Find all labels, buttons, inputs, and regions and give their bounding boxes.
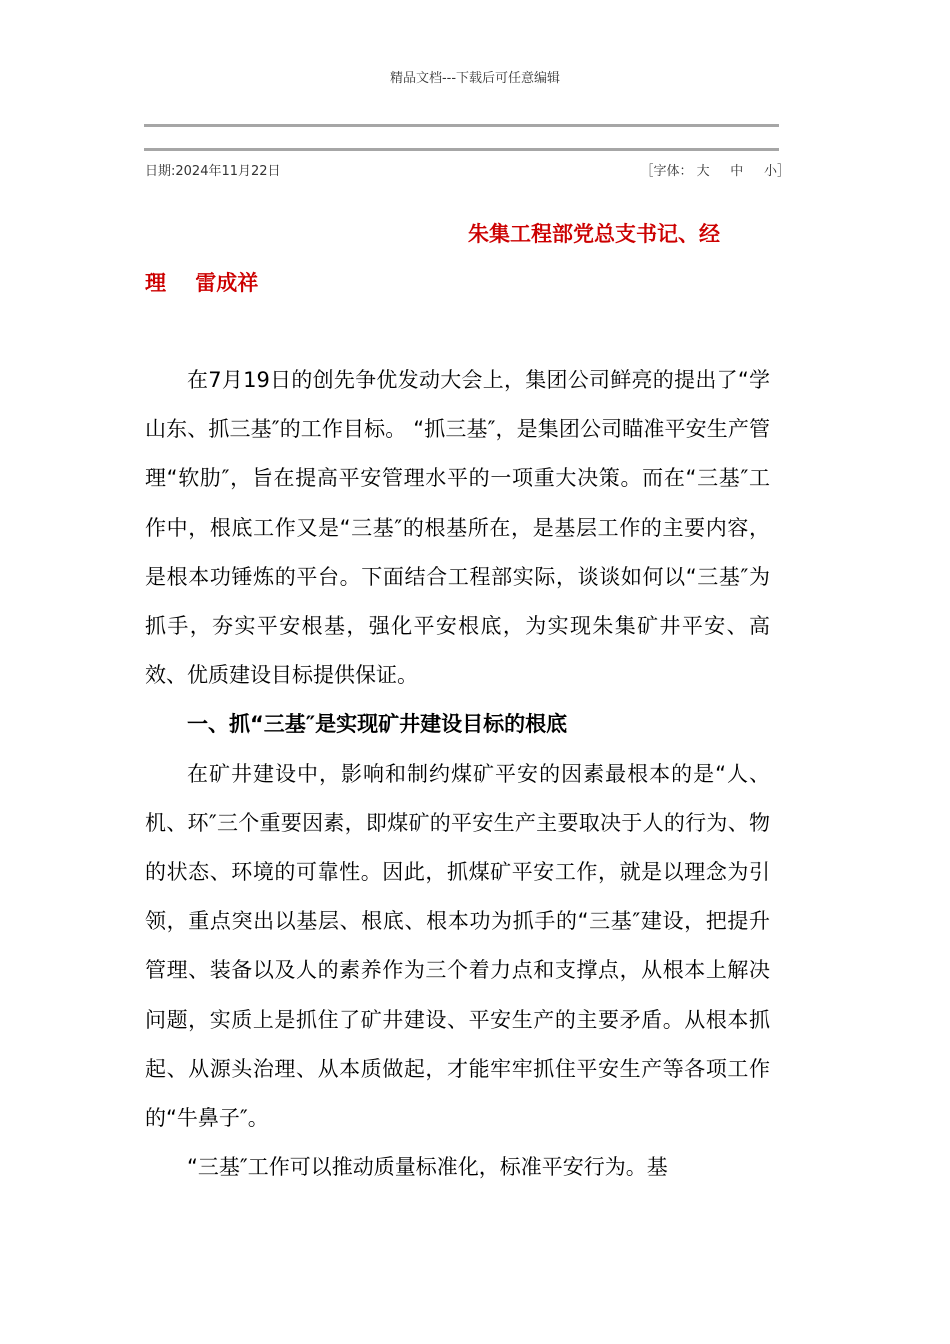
article-title-line-1: 朱集工程部党总支书记、经 xyxy=(468,222,720,246)
font-size-medium-link[interactable]: 中 xyxy=(730,164,744,179)
header-divider-bottom xyxy=(144,148,779,151)
article-title-line-2: 理 雷成祥 xyxy=(145,271,259,295)
meta-row xyxy=(145,160,790,179)
section-heading-1: 一、抓“三基″是实现矿井建设目标的根底 xyxy=(187,712,568,737)
paragraph-continued: “三基″工作可以推动质量标准化，标准平安行为。基 xyxy=(187,1155,668,1180)
font-size-control xyxy=(640,160,790,179)
font-size-open-bracket: ［字体： xyxy=(640,164,693,179)
font-size-small-link[interactable]: 小 xyxy=(763,164,777,179)
publish-date: 日期:2024年11月22日 xyxy=(145,164,281,179)
header-divider-top xyxy=(144,124,779,127)
article-body xyxy=(145,356,770,1192)
font-size-large-link[interactable]: 大 xyxy=(696,164,710,179)
document-header-note: 精品文档---下载后可任意编辑 xyxy=(389,71,561,86)
paragraph-intro: 在7月19日的创先争优发动大会上，集团公司鲜亮的提出了“学山东、抓三基″的工作目标。 “抓三基″，是集团公司瞄准平安生产管理“软肋″，旨在提高平安管理水平的一项重大决策。而在“三基″工作中，根底工作又是“三基″的根基所在，是基层工作的主要内容，是根本功锤炼的平台。下面结合工程部实际，谈谈如何以“三基″为抓手，夯实平安根基，强化平安根底，为实现朱集矿井平安、高效、优质建设目标提供保证。 xyxy=(145,368,770,688)
paragraph-section-1: 在矿井建设中，影响和制约煤矿平安的因素最根本的是“人、机、环″三个重要因素，即煤矿的平安生产主要取决于人的行为、物的状态、环境的可靠性。因此，抓煤矿平安工作，就是以理念为引领，重点突出以基层、根底、根本功为抓手的“三基″建设，把提升管理、装备以及人的素养作为三个着力点和支撑点，从根本上解决问题，实质上是抓住了矿井建设、平安生产的主要矛盾。从根本抓起、从源头治理、从本质做起，才能牢牢抓住平安生产等各项工作的“牛鼻子″。 xyxy=(145,761,770,1131)
font-size-close-bracket: ］ xyxy=(776,164,790,179)
